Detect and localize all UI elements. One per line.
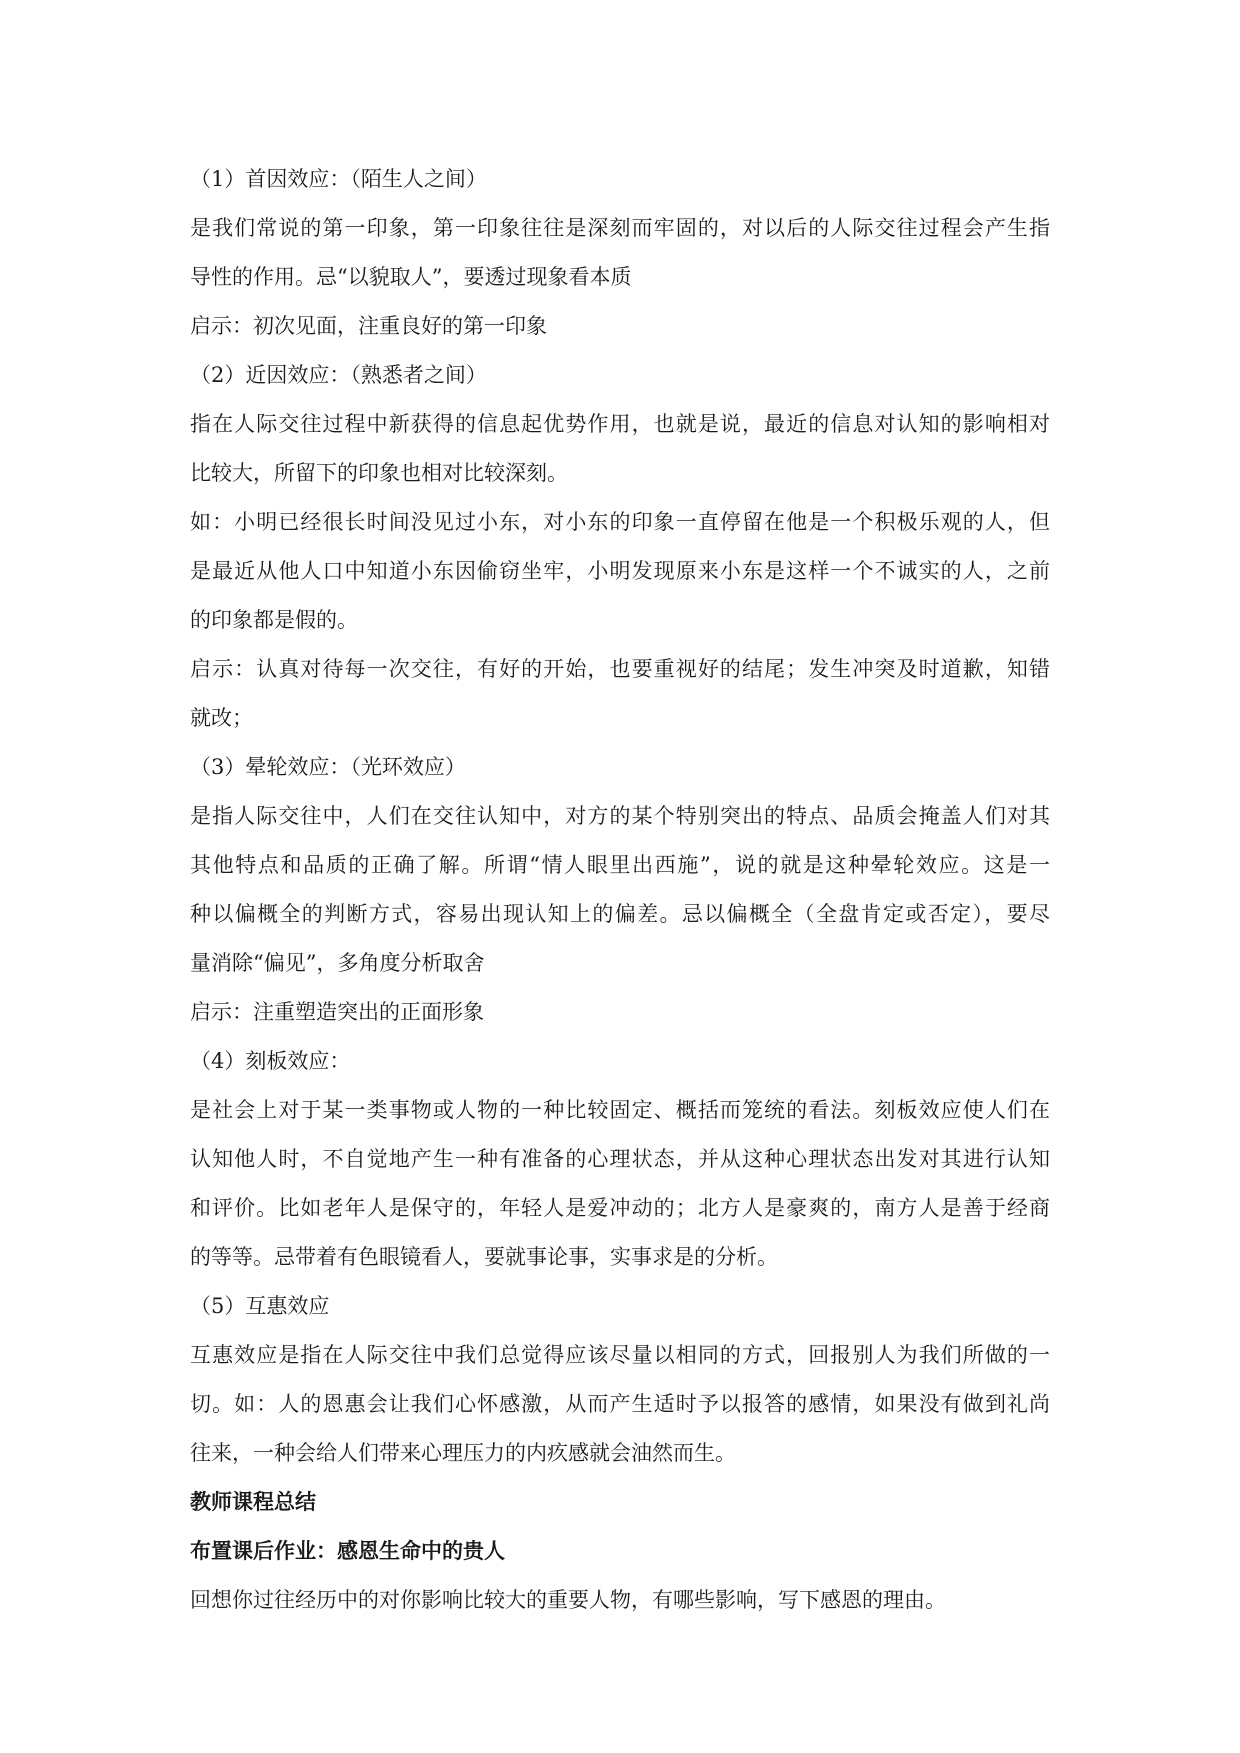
text-line: 启示：认真对待每一次交往，有好的开始，也要重视好的结尾；发生冲突及时道歉，知错 xyxy=(190,657,1050,681)
text-line: （1）首因效应：（陌生人之间） xyxy=(190,167,487,191)
text-line: 互惠效应是指在人际交往中我们总觉得应该尽量以相同的方式，回报别人为我们所做的一 xyxy=(190,1343,1050,1367)
text-line: 启示：初次见面，注重良好的第一印象 xyxy=(190,314,547,338)
text-line: 是社会上对于某一类事物或人物的一种比较固定、概括而笼统的看法。刻板效应使人们在 xyxy=(190,1098,1050,1122)
text-line: （5）互惠效应 xyxy=(190,1294,330,1318)
text-line: （3）晕轮效应：（光环效应） xyxy=(190,755,466,779)
text-line: 往来，一种会给人们带来心理压力的内疚感就会油然而生。 xyxy=(190,1441,736,1465)
section-heading: 布置课后作业：感恩生命中的贵人 xyxy=(190,1539,505,1563)
text-line: 比较大，所留下的印象也相对比较深刻。 xyxy=(190,461,568,485)
text-line: 指在人际交往过程中新获得的信息起优势作用，也就是说，最近的信息对认知的影响相对 xyxy=(190,412,1050,436)
text-line: 如：小明已经很长时间没见过小东，对小东的印象一直停留在他是一个积极乐观的人，但 xyxy=(190,510,1050,534)
text-line: 量消除“偏见”，多角度分析取舍 xyxy=(190,951,485,975)
text-line: （2）近因效应：（熟悉者之间） xyxy=(190,363,487,387)
text-line: 是指人际交往中，人们在交往认知中，对方的某个特别突出的特点、品质会掩盖人们对其 xyxy=(190,804,1050,828)
text-line: 回想你过往经历中的对你影响比较大的重要人物，有哪些影响，写下感恩的理由。 xyxy=(190,1588,946,1612)
text-line: 启示：注重塑造突出的正面形象 xyxy=(190,1000,484,1024)
section-heading: 教师课程总结 xyxy=(190,1490,316,1514)
text-line: 就改； xyxy=(190,706,253,730)
text-line: 的印象都是假的。 xyxy=(190,608,358,632)
text-line: 是最近从他人口中知道小东因偷窃坐牢，小明发现原来小东是这样一个不诚实的人，之前 xyxy=(190,559,1050,583)
text-line: 切。如：人的恩惠会让我们心怀感激，从而产生适时予以报答的感情，如果没有做到礼尚 xyxy=(190,1392,1050,1416)
text-line: 其他特点和品质的正确了解。所谓“情人眼里出西施”，说的就是这种晕轮效应。这是一 xyxy=(190,853,1050,877)
text-line: 认知他人时，不自觉地产生一种有准备的心理状态，并从这种心理状态出发对其进行认知 xyxy=(190,1147,1050,1171)
document-body xyxy=(190,155,1050,1625)
text-line: 的等等。忌带着有色眼镜看人，要就事论事，实事求是的分析。 xyxy=(190,1245,778,1269)
text-line: 和评价。比如老年人是保守的，年轻人是爱冲动的；北方人是豪爽的，南方人是善于经商 xyxy=(190,1196,1050,1220)
text-line: 导性的作用。忌“以貌取人”，要透过现象看本质 xyxy=(190,265,632,289)
text-line: 是我们常说的第一印象，第一印象往往是深刻而牢固的，对以后的人际交往过程会产生指 xyxy=(190,216,1050,240)
text-line: 种以偏概全的判断方式，容易出现认知上的偏差。忌以偏概全（全盘肯定或否定），要尽 xyxy=(190,902,1050,926)
text-line: （4）刻板效应： xyxy=(190,1049,351,1073)
